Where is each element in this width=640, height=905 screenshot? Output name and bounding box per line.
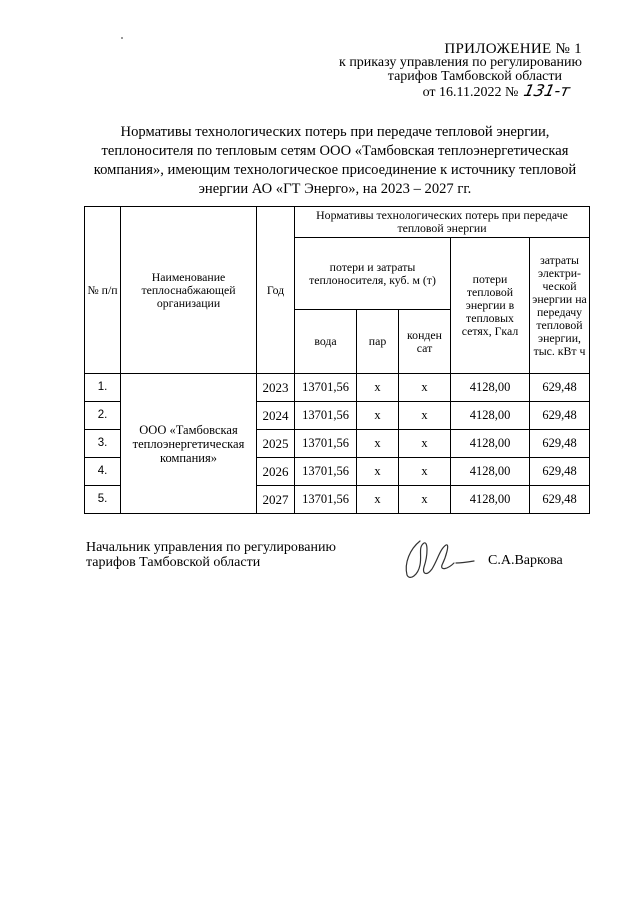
signatory-position-line2: тарифов Тамбовской области: [86, 555, 261, 570]
col-header-condensate: конден сат: [399, 310, 451, 374]
row-number: 5.: [85, 486, 121, 514]
col-header-norms-group: Нормативы технологических потерь при передаче тепловой энергии: [295, 207, 590, 238]
order-number-handwritten: 131-т: [522, 81, 573, 100]
steam-cell: х: [357, 402, 399, 430]
order-date: от 16.11.2022 №: [422, 85, 519, 100]
steam-cell: х: [357, 486, 399, 514]
heat-loss-cell: 4128,00: [451, 374, 530, 402]
col-header-year: Год: [257, 207, 295, 374]
year-cell: 2025: [257, 430, 295, 458]
scan-speck: [121, 37, 123, 39]
col-header-carrier-losses: потери и затраты теплоносителя, куб. м (т): [295, 238, 451, 310]
signatory-position-line1: Начальник управления по регулированию: [86, 540, 336, 555]
col-header-heat-losses: потери тепловой энергии в тепловых сетях, Гкал: [451, 238, 530, 374]
condensate-cell: х: [399, 402, 451, 430]
electric-cost-cell: 629,48: [530, 374, 590, 402]
year-cell: 2027: [257, 486, 295, 514]
steam-cell: х: [357, 430, 399, 458]
condensate-cell: х: [399, 430, 451, 458]
appendix-date-line: [339, 81, 582, 100]
row-number: 4.: [85, 458, 121, 486]
col-header-organization: Наименование теплоснабжающей организации: [121, 207, 257, 374]
heat-loss-cell: 4128,00: [451, 486, 530, 514]
col-header-water: вода: [295, 310, 357, 374]
year-cell: 2026: [257, 458, 295, 486]
water-cell: 13701,56: [295, 374, 357, 402]
signer-name: С.А.Варкова: [488, 553, 563, 568]
water-cell: 13701,56: [295, 402, 357, 430]
appendix-ref-line: к приказу управления по регулированию: [339, 55, 582, 70]
appendix-header: [339, 42, 582, 100]
col-header-number: № п/п: [85, 207, 121, 374]
row-number: 2.: [85, 402, 121, 430]
year-cell: 2023: [257, 374, 295, 402]
signatory-position: [86, 540, 336, 570]
water-cell: 13701,56: [295, 486, 357, 514]
col-header-steam: пар: [357, 310, 399, 374]
heat-loss-cell: 4128,00: [451, 402, 530, 430]
heat-loss-cell: 4128,00: [451, 430, 530, 458]
year-cell: 2024: [257, 402, 295, 430]
water-cell: 13701,56: [295, 458, 357, 486]
appendix-title: ПРИЛОЖЕНИЕ № 1: [444, 41, 582, 57]
electric-cost-cell: 629,48: [530, 458, 590, 486]
row-number: 3.: [85, 430, 121, 458]
electric-cost-cell: 629,48: [530, 486, 590, 514]
norms-table: [84, 206, 590, 514]
steam-cell: х: [357, 458, 399, 486]
appendix-authority-line: тарифов Тамбовской области: [387, 69, 562, 84]
col-header-electric-costs: затраты электри-ческой энергии на передачу тепловой энергии, тыс. кВт ч: [530, 238, 590, 374]
row-number: 1.: [85, 374, 121, 402]
electric-cost-cell: 629,48: [530, 402, 590, 430]
condensate-cell: х: [399, 458, 451, 486]
electric-cost-cell: 629,48: [530, 430, 590, 458]
water-cell: 13701,56: [295, 430, 357, 458]
document-title: Нормативы технологических потерь при передаче тепловой энергии, теплоносителя по тепловым сетям ООО «Тамбовская теплоэнергетическая компания», имеющим технологическое присоединение к источнику тепловой энергии АО «ГТ Энерго», на 2023 – 2027 гг.: [93, 124, 577, 197]
condensate-cell: х: [399, 486, 451, 514]
organization-cell: ООО «Тамбовская теплоэнергетическая компания»: [121, 374, 257, 514]
heat-loss-cell: 4128,00: [451, 458, 530, 486]
steam-cell: х: [357, 374, 399, 402]
handwritten-signature: [398, 535, 478, 583]
table-row: [85, 374, 590, 402]
condensate-cell: х: [399, 374, 451, 402]
